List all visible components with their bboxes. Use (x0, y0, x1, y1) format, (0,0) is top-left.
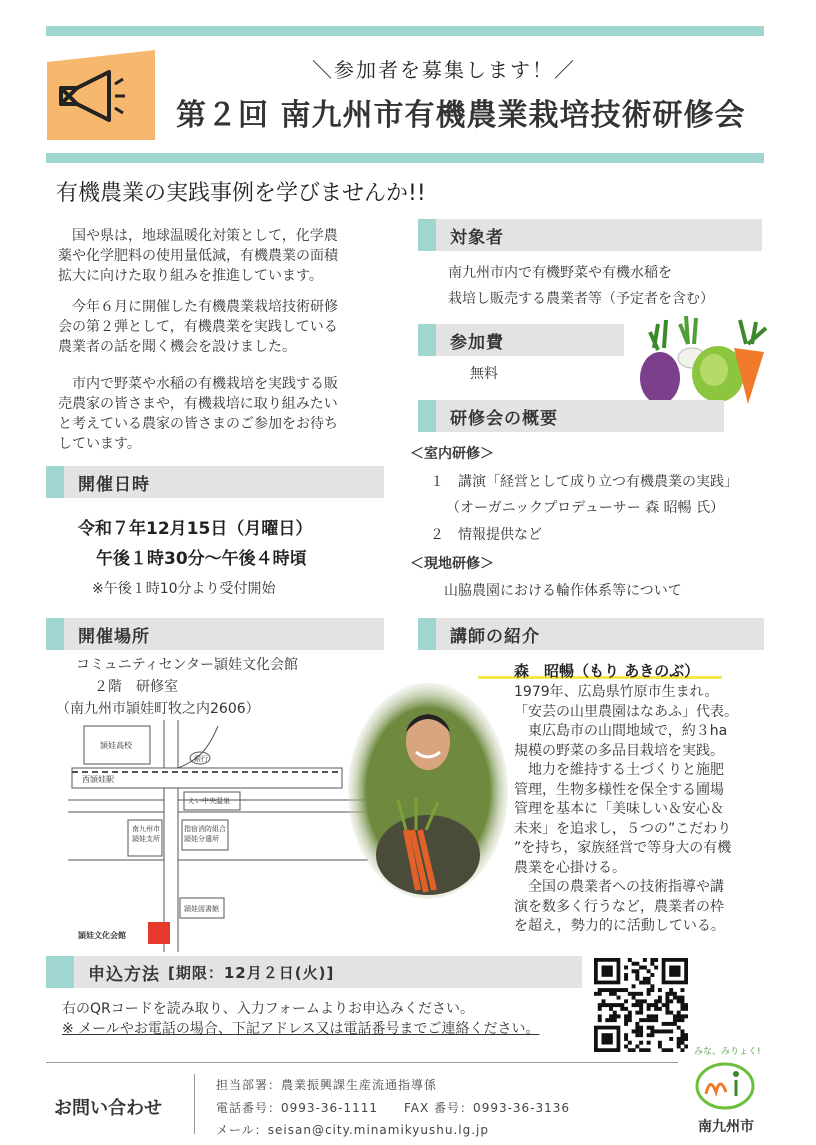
contact-dept: 担当部署：農業振興課生産流通指導係 (216, 1078, 438, 1092)
schedule-heading: 開催日時 (46, 466, 384, 498)
overview-item-2: ２ 情報提供など (430, 527, 542, 543)
megaphone-icon (47, 50, 155, 140)
schedule-time: 午後１時30分～午後４時頃 (96, 549, 307, 569)
fee-value: 無料 (470, 366, 498, 382)
map-label-bank: 銀行 (194, 755, 208, 763)
header-tagline: ＼参加者を募集します！／ (312, 58, 576, 82)
apply-line-2: ※ メールやお電話の場合、下記アドレス又は電話番号までご連絡ください。 (62, 1021, 540, 1037)
contact-mail[interactable]: メール：seisan@city.minamikyushu.lg.jp (216, 1123, 490, 1137)
footer-rule (46, 1062, 678, 1063)
schedule-note: ※午後１時10分より受付開始 (92, 581, 276, 597)
apply-line-1: 右のQRコードを読み取り、入力フォームよりお申込みください。 (62, 1001, 475, 1017)
overview-heading: 研修会の概要 (418, 400, 724, 432)
map-label-school: 頴娃高校 (100, 741, 132, 750)
venue-line-3: （南九州市頴娃町牧之内2606） (56, 701, 260, 717)
lecturer-heading: 講師の紹介 (418, 618, 764, 650)
map-label-library: 頴娃図書館 (184, 905, 219, 913)
lecturer-photo (346, 680, 510, 902)
lecturer-bio: 1979年、広島県竹原市生まれ。 「安芸の山里農園はなあふ」代表。 東広島市の山間地域で，約３ha 規模の野菜の多品目栽培を実践。 地力を維持する土づくりと施肥 管理，生物多様性を保全する圃場 管理を基本に「美味しい＆安心＆ 未来」を追求し，５つの”こだわり ”を持ち，家族経営で等身大の有機 農業を心掛ける。 全国の農業者への技術指導や講 演を数多く行うなど，農業者の枠 を超え，勢力的に活動している。 (514, 684, 738, 934)
header-rule (46, 153, 764, 163)
intro-paragraph-3: 市内で野菜や水稲の有機栽培を実践する販 売農家の皆さまや，有機栽培に取り組みたい と考えている農家の皆さまのご参加をお待ち しています。 (58, 376, 338, 452)
venue-line-2: ２階 研修室 (94, 679, 178, 695)
contact-phone: 電話番号：0993-36-1111 FAX 番号：0993-36-3136 (216, 1101, 571, 1115)
map-label-branch: 南九州市 頴娃支所 (132, 825, 160, 843)
venue-map (68, 720, 368, 952)
footer-divider (194, 1074, 195, 1134)
apply-deadline: [期限：12月２日(火)] (168, 963, 335, 982)
vegetables-illustration (636, 314, 770, 406)
page-title: 第２回 南九州市有機農業栽培技術研修会 (176, 98, 746, 133)
city-name: 南九州市 (698, 1119, 754, 1135)
map-label-fire: 指宿消防組合 頴娃分遣所 (184, 825, 226, 843)
indoor-label: ＜室内研修＞ (410, 446, 494, 462)
venue-line-1: コミュニティセンター頴娃文化会館 (76, 657, 299, 673)
target-line-1: 南九州市内で有機野菜や有機水稲を (448, 265, 672, 281)
map-label-station: 西頴娃駅 (82, 775, 114, 784)
map-label-hall: 頴娃文化会館 (78, 931, 126, 940)
field-label: ＜現地研修＞ (410, 556, 494, 572)
target-heading: 対象者 (418, 219, 762, 251)
lead-text: 有機農業の実践事例を学びませんか!! (56, 181, 426, 206)
top-rule (46, 26, 764, 36)
target-line-2: 栽培し販売する農業者等（予定者を含む） (448, 291, 714, 307)
field-item: 山脇農園における輪作体系等について (444, 583, 682, 599)
qr-code[interactable] (594, 958, 688, 1052)
schedule-date: 令和７年12月15日（月曜日） (78, 519, 313, 539)
city-logo-icon (692, 1060, 758, 1112)
apply-heading: 申込方法 [期限：12月２日(火)] (46, 956, 582, 988)
intro-paragraph-1: 国や県は，地球温暖化対策として，化学農 薬や化学肥料の使用量低減，有機農業の面積 拡大に向けた取り組みを推進しています。 (58, 228, 338, 284)
venue-heading: 開催場所 (46, 618, 384, 650)
overview-item-1-sub: （オーガニックプロデューサー 森 昭暢 氏） (446, 500, 725, 516)
map-label-onsen: えい中央温泉 (188, 797, 230, 805)
overview-item-1: １ 講演「経営として成り立つ有機農業の実践」 (430, 474, 738, 490)
intro-paragraph-2: 今年６月に開催した有機農業栽培技術研修 会の第２弾として，有機農業を実践している 農業者の話を聞く機会を設けました。 (58, 299, 338, 355)
contact-label: お問い合わせ (54, 1098, 162, 1119)
city-slogan: みな、みりょく! (694, 1047, 761, 1057)
lecturer-name: 森 昭暢（もり あきのぶ） (514, 662, 700, 680)
fee-heading: 参加費 (418, 324, 624, 356)
